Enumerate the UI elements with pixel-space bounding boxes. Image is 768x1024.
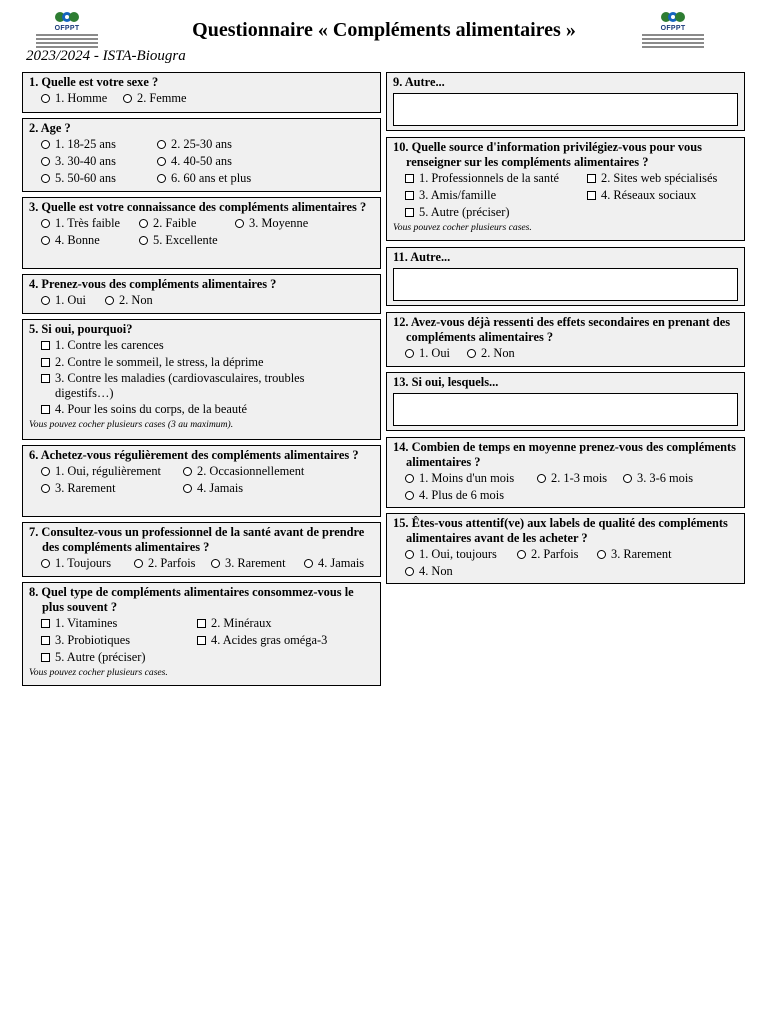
radio-circle-icon[interactable] bbox=[41, 559, 50, 568]
answer-text-field[interactable] bbox=[393, 393, 738, 426]
ofppt-emblem-icon bbox=[660, 10, 686, 24]
logo-caption bbox=[642, 34, 704, 50]
ofppt-logo-left bbox=[32, 10, 102, 52]
radio-circle-icon[interactable] bbox=[123, 94, 132, 103]
page-title: Questionnaire « Compléments alimentaires » bbox=[192, 19, 576, 41]
radio-circle-icon[interactable] bbox=[183, 467, 192, 476]
checkbox-option[interactable]: 5. Autre (préciser) bbox=[405, 204, 509, 221]
question-title: 1. Quelle est votre sexe ? bbox=[29, 75, 159, 89]
radio-circle-icon[interactable] bbox=[304, 559, 313, 568]
checkbox-option[interactable]: 4. Réseaux sociaux bbox=[587, 187, 696, 204]
checkbox-option[interactable]: 2. Contre le sommeil, le stress, la déprime bbox=[41, 354, 264, 371]
radio-option[interactable]: 6. 60 ans et plus bbox=[157, 170, 251, 187]
radio-option[interactable]: 3. Rarement bbox=[41, 480, 183, 497]
radio-option[interactable]: 1. Toujours bbox=[41, 555, 134, 572]
question-4 bbox=[22, 274, 381, 314]
checkbox-icon[interactable] bbox=[41, 374, 50, 383]
radio-option[interactable]: 1. Oui bbox=[405, 345, 467, 362]
checkbox-option[interactable]: 2. Minéraux bbox=[197, 615, 272, 632]
radio-circle-icon[interactable] bbox=[41, 140, 50, 149]
question-8 bbox=[22, 582, 381, 686]
radio-option[interactable]: 4. Plus de 6 mois bbox=[405, 487, 504, 504]
checkbox-icon[interactable] bbox=[41, 341, 50, 350]
checkbox-icon[interactable] bbox=[405, 191, 414, 200]
radio-option[interactable]: 2. Parfois bbox=[134, 555, 211, 572]
checkbox-option[interactable]: 4. Pour les soins du corps, de la beauté bbox=[41, 401, 247, 418]
radio-option[interactable]: 1. 18-25 ans bbox=[41, 136, 157, 153]
radio-option[interactable]: 2. Femme bbox=[123, 90, 187, 107]
radio-circle-icon[interactable] bbox=[139, 236, 148, 245]
radio-option[interactable]: 5. Excellente bbox=[139, 232, 218, 249]
question-title: 5. Si oui, pourquoi? bbox=[29, 322, 133, 336]
radio-circle-icon[interactable] bbox=[405, 491, 414, 500]
radio-circle-icon[interactable] bbox=[405, 550, 414, 559]
checkbox-icon[interactable] bbox=[197, 636, 206, 645]
radio-option[interactable]: 1. Moins d'un mois bbox=[405, 470, 537, 487]
checkbox-icon[interactable] bbox=[405, 208, 414, 217]
question-6 bbox=[22, 445, 381, 517]
radio-option[interactable]: 3. 3-6 mois bbox=[623, 470, 693, 487]
radio-option[interactable]: 2. 25-30 ans bbox=[157, 136, 232, 153]
question-title: 9. Autre... bbox=[393, 75, 445, 89]
radio-option[interactable]: 2. 1-3 mois bbox=[537, 470, 623, 487]
ofppt-logo-right bbox=[638, 10, 708, 52]
radio-circle-icon[interactable] bbox=[405, 474, 414, 483]
radio-circle-icon[interactable] bbox=[597, 550, 606, 559]
radio-circle-icon[interactable] bbox=[41, 467, 50, 476]
checkbox-icon[interactable] bbox=[41, 405, 50, 414]
question-14 bbox=[386, 437, 745, 508]
radio-circle-icon[interactable] bbox=[105, 296, 114, 305]
answer-text-field[interactable] bbox=[393, 93, 738, 126]
question-title: 8. Quel type de compléments alimentaires consommez-vous le plus souvent ? bbox=[29, 585, 354, 614]
checkbox-icon[interactable] bbox=[41, 653, 50, 662]
radio-option[interactable]: 1. Oui bbox=[41, 292, 105, 309]
checkbox-option[interactable]: 5. Autre (préciser) bbox=[41, 649, 145, 666]
page-subtitle: 2023/2024 - ISTA-Biougra bbox=[26, 48, 186, 64]
radio-circle-icon[interactable] bbox=[405, 349, 414, 358]
radio-circle-icon[interactable] bbox=[134, 559, 143, 568]
radio-option[interactable]: 1. Homme bbox=[41, 90, 123, 107]
instruction-note: Vous pouvez cocher plusieurs cases (3 au maximum). bbox=[29, 419, 234, 430]
radio-option[interactable]: 2. Non bbox=[467, 345, 515, 362]
question-9 bbox=[386, 72, 745, 131]
question-13 bbox=[386, 372, 745, 431]
checkbox-option[interactable]: 3. Contre les maladies (cardiovasculaires, troubles digestifs…) bbox=[41, 371, 341, 401]
radio-option[interactable]: 2. Occasionnellement bbox=[183, 463, 304, 480]
answer-text-field[interactable] bbox=[393, 268, 738, 301]
instruction-note: Vous pouvez cocher plusieurs cases. bbox=[29, 667, 168, 678]
radio-option[interactable]: 4. Non bbox=[405, 563, 453, 580]
checkbox-icon[interactable] bbox=[587, 191, 596, 200]
radio-option[interactable]: 1. Oui, régulièrement bbox=[41, 463, 183, 480]
question-11 bbox=[386, 247, 745, 306]
radio-circle-icon[interactable] bbox=[157, 174, 166, 183]
radio-option[interactable]: 4. 40-50 ans bbox=[157, 153, 232, 170]
checkbox-icon[interactable] bbox=[587, 174, 596, 183]
checkbox-icon[interactable] bbox=[197, 619, 206, 628]
checkbox-option[interactable]: 4. Acides gras oméga-3 bbox=[197, 632, 327, 649]
instruction-note: Vous pouvez cocher plusieurs cases. bbox=[393, 222, 532, 233]
checkbox-icon[interactable] bbox=[41, 619, 50, 628]
radio-circle-icon[interactable] bbox=[41, 94, 50, 103]
checkbox-option[interactable]: 3. Probiotiques bbox=[41, 632, 197, 649]
radio-option[interactable]: 4. Jamais bbox=[304, 555, 364, 572]
radio-circle-icon[interactable] bbox=[41, 236, 50, 245]
checkbox-icon[interactable] bbox=[41, 358, 50, 367]
radio-circle-icon[interactable] bbox=[623, 474, 632, 483]
checkbox-option[interactable]: 2. Sites web spécialisés bbox=[587, 170, 717, 187]
question-title: 7. Consultez-vous un professionnel de la santé avant de prendre des compléments alimentaires ? bbox=[29, 525, 365, 554]
checkbox-icon[interactable] bbox=[41, 636, 50, 645]
question-5 bbox=[22, 319, 381, 440]
question-title: 11. Autre... bbox=[393, 250, 451, 264]
question-title: 12. Avez-vous déjà ressenti des effets secondaires en prenant des compléments alimentaires ? bbox=[393, 315, 731, 344]
ofppt-emblem-icon bbox=[54, 10, 80, 24]
logo-brand-text: OFPPT bbox=[660, 25, 686, 32]
question-2 bbox=[22, 118, 381, 192]
question-title: 4. Prenez-vous des compléments alimentaires ? bbox=[29, 277, 277, 291]
radio-option[interactable]: 2. Parfois bbox=[517, 546, 597, 563]
radio-option[interactable]: 3. Moyenne bbox=[235, 215, 308, 232]
checkbox-option[interactable]: 1. Vitamines bbox=[41, 615, 197, 632]
question-title: 10. Quelle source d'information privilégiez-vous pour vous renseigner sur les compléments alimentaires ? bbox=[393, 140, 702, 169]
question-title: 6. Achetez-vous régulièrement des compléments alimentaires ? bbox=[29, 448, 359, 462]
radio-option[interactable]: 3. 30-40 ans bbox=[41, 153, 157, 170]
question-title: 13. Si oui, lesquels... bbox=[393, 375, 499, 389]
radio-option[interactable]: 1. Oui, toujours bbox=[405, 546, 517, 563]
radio-circle-icon[interactable] bbox=[183, 484, 192, 493]
radio-circle-icon[interactable] bbox=[517, 550, 526, 559]
radio-circle-icon[interactable] bbox=[41, 219, 50, 228]
question-title: 3. Quelle est votre connaissance des compléments alimentaires ? bbox=[29, 200, 367, 214]
question-1 bbox=[22, 72, 381, 113]
radio-option[interactable]: 2. Faible bbox=[139, 215, 235, 232]
radio-circle-icon[interactable] bbox=[157, 157, 166, 166]
question-3 bbox=[22, 197, 381, 269]
question-title: 2. Age ? bbox=[29, 121, 71, 135]
radio-option[interactable]: 1. Très faible bbox=[41, 215, 139, 232]
logo-brand-text: OFPPT bbox=[54, 25, 80, 32]
radio-option[interactable]: 3. Rarement bbox=[211, 555, 304, 572]
radio-circle-icon[interactable] bbox=[41, 296, 50, 305]
question-7 bbox=[22, 522, 381, 577]
checkbox-option[interactable]: 1. Professionnels de la santé bbox=[405, 170, 587, 187]
radio-circle-icon[interactable] bbox=[139, 219, 148, 228]
radio-circle-icon[interactable] bbox=[235, 219, 244, 228]
radio-circle-icon[interactable] bbox=[41, 174, 50, 183]
radio-circle-icon[interactable] bbox=[405, 567, 414, 576]
question-title: 14. Combien de temps en moyenne prenez-vous des compléments alimentaires ? bbox=[393, 440, 736, 469]
radio-option[interactable]: 2. Non bbox=[105, 292, 153, 309]
radio-circle-icon[interactable] bbox=[41, 157, 50, 166]
checkbox-icon[interactable] bbox=[405, 174, 414, 183]
radio-option[interactable]: 4. Jamais bbox=[183, 480, 243, 497]
question-12 bbox=[386, 312, 745, 367]
radio-circle-icon[interactable] bbox=[467, 349, 476, 358]
radio-option[interactable]: 5. 50-60 ans bbox=[41, 170, 157, 187]
radio-option[interactable]: 3. Rarement bbox=[597, 546, 672, 563]
checkbox-option[interactable]: 3. Amis/famille bbox=[405, 187, 587, 204]
question-15 bbox=[386, 513, 745, 584]
question-10 bbox=[386, 137, 745, 241]
radio-circle-icon[interactable] bbox=[537, 474, 546, 483]
radio-circle-icon[interactable] bbox=[211, 559, 220, 568]
question-title: 15. Êtes-vous attentif(ve) aux labels de qualité des compléments alimentaires avant de les acheter ? bbox=[393, 516, 728, 545]
radio-option[interactable]: 4. Bonne bbox=[41, 232, 139, 249]
radio-circle-icon[interactable] bbox=[157, 140, 166, 149]
checkbox-option[interactable]: 1. Contre les carences bbox=[41, 337, 164, 354]
radio-circle-icon[interactable] bbox=[41, 484, 50, 493]
